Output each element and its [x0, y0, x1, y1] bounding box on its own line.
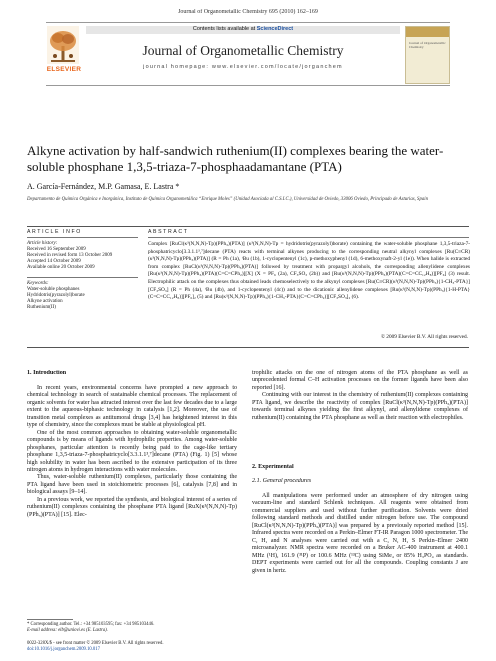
keyword-item: Alkyne activation	[27, 299, 63, 305]
paragraph: All manipulations were performed under an atmosphere of dry nitrogen using vacuum-line and standard Schlenk techniques. All reagents were obtained from commercial suppliers and used without further purification. Solvents were dried following standard methods and distilled under nitrogen before use. The compound [RuCl(κ³(N,N,N)-Tp)(PPh₃)(PTA)] was prepared by a previously reported method [15]. Infrared spectra were recorded on a Perkin–Elmer FT-IR Paragon 1000 spectrometer. The C, H, and N analyses were carried out with a C, N, H, S Perkin–Elmer 2400 microanalyzer. NMR spectra were recorded on a Bruker AC-400 instrument at 400.1 MHz (¹H), 161.9 (³¹P) or 100.6 MHz (¹³C) using SiMe₄ or 85% H₃PO₄ as standards. DEPT experiments were carried out for all the compounds. Coupling constants J are given in hertz.	[252, 493, 468, 574]
history-item: Received 16 September 2009	[27, 247, 86, 253]
author-affiliation: Departamento de Química Orgánica e Inorgánica, Instituto de Química Organometálica “Enrique Moles” (Unidad Asociada al C.S.I.C.), Universidad de Oviedo, 33006 Oviedo, Principado de Asturias, Spain	[27, 197, 428, 202]
journal-title: Journal of Organometallic Chemistry	[142, 43, 344, 58]
keyword-item: Water-soluble phosphanes	[27, 287, 80, 293]
paragraph: In recent years, environmental concerns have prompted a new approach to chemical technology in search of sustainable chemical processes. The replacement of organic solvents for water has attracted interest over the last few decades due to a large extent to the aqueous-biphasic technology in catalysis [1,2]. Moreover, the use of transition metal complexes as antitumoral drugs [3,4] has heightened interest in this type of chemistry, since the complexes must be stable at physiological pH.	[27, 385, 237, 429]
cover-title: Journal of Organometallic Chemistry	[409, 41, 446, 49]
divider-top	[27, 226, 469, 227]
publisher-name: ELSEVIER	[46, 66, 82, 73]
corresponding-author: * Corresponding author. Tel.: +34 985103595; fax: +34 985103446.	[27, 622, 155, 627]
contents-prefix: Contents lists available at	[192, 25, 257, 32]
paragraph: Continuing with our interest in the chemistry of ruthenium(II) complexes containing PTA ligand, we describe the reactivity of complex [RuCl(κ³(N,N,N)-Tp)(PPh₃)(PTA)] towards terminal alkynes yielding the first alkynyl, and allenylidene complexes of ruthenium(II) containing the PTA phosphane as well as their reaction with electrophiles.	[252, 392, 468, 421]
keyword-item: Ruthenium(II)	[27, 305, 56, 311]
divider-bottom	[27, 347, 469, 348]
abstract-heading: ABSTRACT	[148, 229, 189, 235]
paragraph: Thus, water-soluble ruthenium(II) complexes, particularly those containing the PTA ligand have been used in stoichiometric processes [6], catalysis [7,8] and in biological assays [9–14].	[27, 474, 237, 496]
issn-line: 0022-328X/$ - see front matter © 2009 Elsevier B.V. All rights reserved.	[27, 641, 164, 646]
keywords-rule	[27, 277, 138, 278]
article-info-heading: ARTICLE INFO	[27, 229, 82, 235]
page-footer	[27, 641, 287, 653]
footnote	[27, 622, 237, 634]
author-list: A. García-Fernández, M.P. Gamasa, E. Lastra *	[27, 182, 180, 191]
copyright-line: © 2009 Elsevier B.V. All rights reserved.	[380, 334, 468, 340]
journal-cover-image	[405, 26, 450, 84]
article-info-rule	[27, 237, 138, 238]
doi-link[interactable]: doi:10.1016/j.jorganchem.2009.10.017	[27, 647, 100, 652]
keywords-label: Keywords:	[27, 281, 49, 286]
footnote-rule	[27, 619, 73, 620]
abstract-text: Complex [RuCl(κ³(N,N,N)-Tp)(PPh₃)(PTA)] (κ³(N,N,N)-Tp = hydridotris(pyrazolyl)borate) containing the water-soluble phosphane 1,3,5-triaza-7-phosphatricyclo[3.3.1.1³,⁷]decane (PTA) reacts with terminal alkynes producing to the corresponding neutral alkynyl complexes [Ru(C≡CR)(κ³(N,N,N)-Tp)(PPh₃)(PTA)] (R = Ph (1a), ᵗBu (1b), 1-cyclopentenyl (1c), p-methoxyphenyl (1d), 6-methoxynaft-2-yl (1e)). When halide is extracted from complex [RuCl(κ³(N,N,N)-Tp)(PPh₃)(PTA)] followed by treatment with propargyl alcohols, the corresponding allenylidene complexes [Ru(κ³(N,N,N)-Tp)(PPh₃)(PTA)(C=C=CPh₂)][X] (X = PF₆ (2a), CF₃SO₃ (2b)) and [Ru(κ³(N,N,N)-Tp)(PPh₃)(PTA)(C=C=CC₁₂H₈)][PF₆] (3) result. Electrophilic attack on the complexes thus obtained leads chemoselectively to the alkynyl complexes [Ru(C≡CR)(κ³(N,N,N)-Tp)(PPh₃){1-CH₃-PTA}][CF₃SO₃] (R = Ph (4a), ᵗBu (4b), and 1-cyclopentenyl (4c)) and to the dicationic allenylidene complexes [Ru(κ³(N,N,N)-Tp)(PPh₃){1-H-PTA}(C=C=CC₁₂H₈)][PF₆]₂ (5) and [Ru(κ³(N,N,N)-Tp)(PPh₃){1-CH₃-PTA}(C=C=CPh₂)][CF₃SO₃]₂ (6).	[148, 241, 470, 301]
keywords	[27, 281, 142, 311]
right-column-text	[252, 370, 468, 422]
journal-reference: Journal of Organometallic Chemistry 695 (2010) 162–169	[178, 9, 318, 15]
history-item: Available online 20 October 2009	[27, 265, 95, 271]
section-heading-experimental: 2. Experimental	[252, 464, 294, 470]
sciencedirect-link[interactable]: ScienceDirect	[256, 25, 294, 32]
elsevier-tree-logo-icon	[47, 26, 79, 64]
article-history	[27, 241, 142, 271]
journal-homepage[interactable]: journal homepage: www.elsevier.com/locate/jorganchem	[143, 64, 343, 70]
paragraph: One of the most common approaches to obtaining water-soluble organometallic compounds is by means of ligands with hydrophilic properties. Among water-soluble phosphanes, particular attention is recently being paid to the cage-like tertiary phosphane 1,3,5-triaza-7-phosphatricyclo[3.3.1.1³,⁷]decane (PTA) (Fig. 1) [5] whose high solubility in water has been ascribed to the extensive participation of its three nitrogen atoms in hydrogen interactions with water molecules.	[27, 429, 237, 473]
introduction-text	[27, 385, 237, 519]
email-address[interactable]: E-mail address: elb@uniovi.es (E. Lastra).	[27, 628, 108, 633]
contents-line	[86, 26, 400, 32]
abstract-rule	[148, 237, 469, 238]
history-label: Article history:	[27, 241, 58, 246]
subsection-heading-general-procedures: 2.1. General procedures	[252, 478, 312, 484]
section-heading-introduction: 1. Introduction	[27, 370, 67, 376]
general-procedures-text	[252, 493, 468, 575]
keyword-item: Hydridotris(pyrazolyl)borate	[27, 293, 85, 299]
history-item: Received in revised form 13 October 2009	[27, 253, 113, 259]
paragraph: In a previous work, we reported the synthesis, and biological interest of a series of ruthenium(II) complexes containing the phosphane PTA ligand [RuX(κ³(N,N,N)-Tp)(PPh₃)(PTA)] [15]. Elec-	[27, 496, 237, 518]
history-item: Accepted 14 October 2009	[27, 259, 81, 265]
paragraph: trophilic attacks on the one of nitrogen atoms of the PTA phosphane as well as unprecedented formal C–H activation processes on the former ligands have been also reported [16].	[252, 370, 468, 391]
cover-band	[406, 27, 449, 37]
article-title: Alkyne activation by half-sandwich ruthenium(II) complexes bearing the water-soluble phosphane 1,3,5-triaza-7-phosphaadamantane (PTA)	[27, 143, 444, 174]
